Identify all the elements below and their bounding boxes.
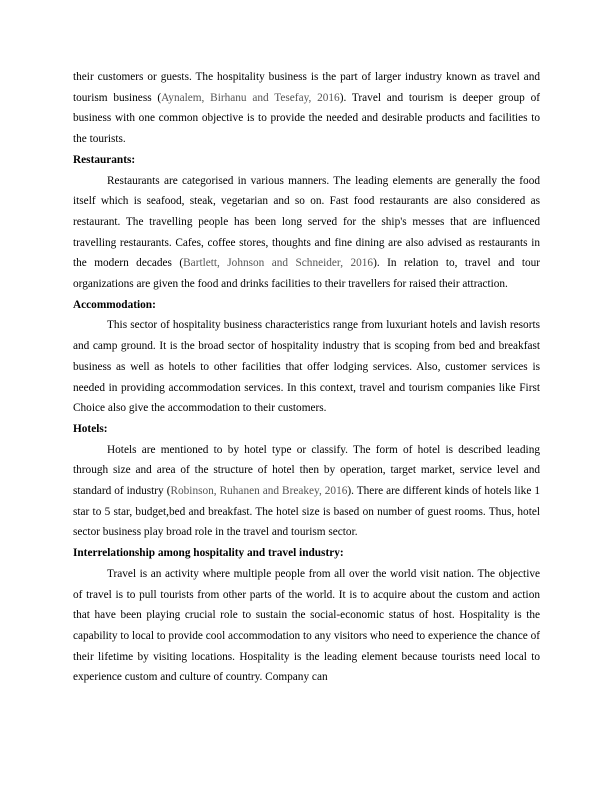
hotels-text-1: Hotels are mentioned to by hotel type or classify. The form of hotel is described leading through size and area of the structure of hotel then by operation, target market, service level and standard of industry ( (73, 443, 540, 498)
citation-bartlett: Bartlett, Johnson and Schneider, 2016 (183, 257, 374, 270)
restaurants-text-2: ). In relation to, travel and tour organizations are given the food and drinks facilities to their travellers for raised their attraction. (73, 257, 541, 291)
interrelationship-paragraph: Travel is an activity where multiple people from all over the world visit nation. The objective of travel is to pull tourists from other parts of the world. It is to acquire about the custom and action that have been playing crucial role to sustain the social-economic status of host. Hospitality is the capability to local to provide cool accommodation to any visitors who need to experience the chance of their lifetime by visiting locations. Hospitality is the leading element because tourists need local to experience custom and culture of country. Company can (73, 567, 540, 684)
document-body (73, 67, 540, 688)
accommodation-paragraph: This sector of hospitality business characteristics range from luxuriant hotels and lavish resorts and camp ground. It is the broad sector of hospitality industry that is scoping from bed and breakfast business as well as hotels to other facilities that offer lodging services. Also, customer services is needed in providing accommodation services. In this context, travel and tourism companies like First Choice also give the accommodation to their customers. (73, 319, 540, 415)
heading-hotels: Hotels: (73, 422, 108, 435)
heading-interrelationship: Interrelationship among hospitality and travel industry: (73, 547, 344, 560)
hotels-text-2: ). There are different kinds of hotels like 1 star to 5 star, budget,bed and breakfast. The hotel size is based on number of guest rooms. Thus, hotel sector business play broad role in the travel and tourism sector. (73, 485, 540, 539)
hotels-paragraph (73, 440, 540, 544)
citation-robinson: Robinson, Ruhanen and Breakey, 2016 (170, 485, 348, 498)
restaurants-paragraph (73, 171, 540, 295)
citation-aynalem: Aynalem, Birhanu and Tesefay, 2016 (161, 91, 340, 104)
intro-text-1: their customers or guests. The hospitality business is the part of larger industry known as travel and tourism business ( (73, 71, 540, 104)
heading-accommodation: Accommodation: (73, 298, 156, 311)
restaurants-text-1: Restaurants are categorised in various manners. The leading elements are generally the food itself which is seafood, steak, vegetarian and so on. Fast food restaurants are also considered as restaurant. The travelling people has been long served for the ship's messes that are influenced travelling restaurants. Cafes, coffee stores, thoughts and fine dining are also advised as restaurants in the modern decades ( (73, 174, 540, 270)
intro-text-2: ). Travel and tourism is deeper group of business with one common objective is to provide the needed and desirable products and facilities to the tourists. (73, 91, 541, 146)
heading-restaurants: Restaurants: (73, 153, 136, 166)
intro-paragraph (73, 67, 540, 150)
